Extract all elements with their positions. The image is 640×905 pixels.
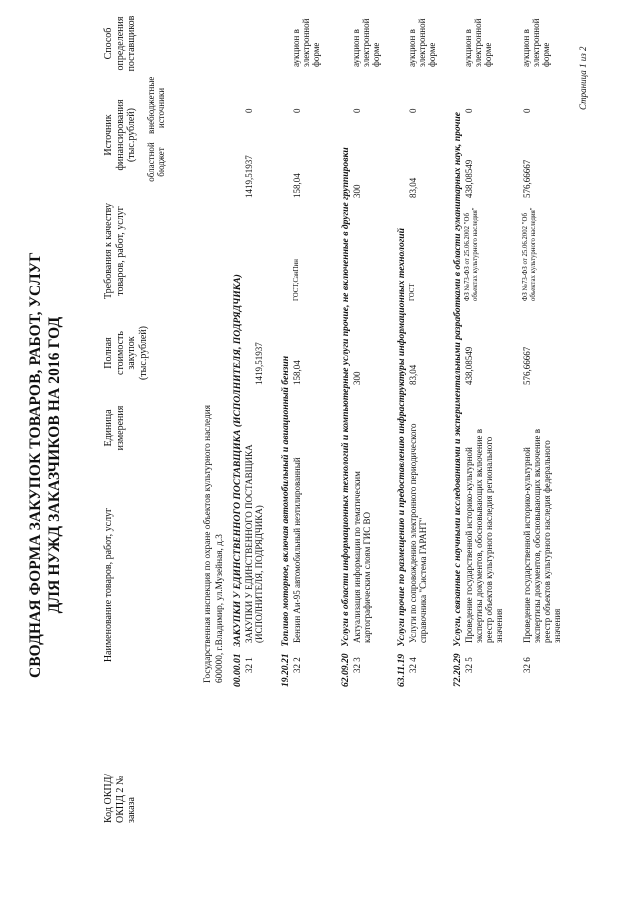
section-title: ЗАКУПКИ У ЕДИНСТВЕННОГО ПОСТАВЩИКА (ИСПОЛНИТЕЛЯ, ПОДРЯДЧИКА)	[232, 274, 243, 647]
header-code: Код ОКПД/ ОКПД 2 № заказа	[103, 773, 137, 823]
section-header	[396, 228, 407, 687]
row-requirements: ГОСТ,СанПин	[293, 259, 300, 301]
section-code: 72.20.29	[452, 653, 463, 687]
row-cost: 576,66667	[522, 346, 532, 385]
document-title-line-1: СВОДНАЯ ФОРМА ЗАКУПОК ТОВАРОВ, РАБОТ, УСЛУГ	[27, 251, 44, 679]
header-unit: Единица измерения	[103, 405, 126, 451]
row-cost: 300	[352, 371, 362, 385]
section-header	[452, 112, 463, 687]
row-name: Проведение государственной историко-культурной экспертизы документов, обосновывающих включение в реестр объектов культурного наследия регионального значения	[464, 429, 505, 643]
row-regional-budget: 300	[352, 184, 362, 198]
row-external-sources: 0	[522, 108, 532, 113]
row-method: аукцион в электронной форме	[351, 18, 381, 67]
row-cost: 158,04	[292, 360, 302, 385]
row-number: 32 4	[408, 657, 418, 673]
row-cost: 83,04	[408, 364, 418, 385]
row-regional-budget: 83,04	[408, 177, 418, 198]
row-external-sources: 0	[352, 108, 362, 113]
row-regional-budget: 1419,51937	[244, 155, 254, 198]
section-title: Топливо моторное, включая автомобильный и авиационный бензин	[280, 355, 291, 647]
section-code: 00.00.01	[232, 653, 243, 687]
header-source-regional: областной бюджет	[146, 142, 167, 182]
section-header	[340, 147, 351, 687]
row-external-sources: 0	[408, 108, 418, 113]
section-header	[232, 274, 243, 687]
row-method: аукцион в электронной форме	[521, 18, 551, 67]
row-name: Проведение государственной историко-культурной экспертизы документов, обосновывающих включение в реестр объектов культурного наследия федерального значения	[522, 429, 563, 643]
row-requirements: ГОСТ	[409, 283, 416, 301]
row-regional-budget: 576,66667	[522, 159, 532, 198]
row-number: 32 5	[464, 657, 474, 673]
row-cost: 438,08549	[464, 346, 474, 385]
header-method: Способ определения поставщиков	[103, 15, 137, 72]
section-title: Услуги в области информационных технологий и компьютерные услуги прочие, не включенные в другие группировки	[340, 147, 351, 647]
row-name: Актуализация информации по тематическим картографическим слоям ГИС ВО	[352, 471, 373, 643]
organization-name: Государственная инспекция по охране объектов культурного наследия	[203, 405, 213, 683]
row-number: 32 2	[292, 657, 302, 673]
row-external-sources: 0	[292, 108, 302, 113]
row-name: ЗАКУПКИ У ЕДИНСТВЕННОГО ПОСТАВЩИКА (ИСПОЛНИТЕЛЯ, ПОДРЯДЧИКА)	[244, 444, 265, 643]
header-source: Источник финансирования (тыс.рублей)	[103, 99, 137, 171]
section-header	[280, 356, 291, 687]
section-title: Услуги, связанные с научными исследованиями и экспериментальными разработками в области гуманитарных наук, прочие	[452, 111, 463, 647]
organization-address: 600000, г.Владимир, ул.Музейная, д.3	[215, 534, 225, 683]
document-title-line-2: ДЛЯ НУЖД ЗАКАЗЧИКОВ НА 2016 ГОД	[46, 316, 63, 614]
row-regional-budget: 438,08549	[464, 159, 474, 198]
row-method: аукцион в электронной форме	[463, 18, 493, 67]
section-title: Услуги прочие по размещению и предоставлению инфраструктуры информационных технологий	[396, 228, 407, 647]
row-requirements: ФЗ №73-ФЗ от 25.06.2002 "Об объектах культурного наследия"	[522, 207, 537, 301]
row-number: 32 1	[244, 657, 254, 673]
section-code: 62.09.20	[340, 653, 351, 687]
header-cost: Полная стоимость закупок (тыс.рублей)	[103, 325, 149, 381]
section-code: 19.20.21	[280, 653, 291, 687]
header-name: Наименование товаров, работ, услуг	[103, 507, 114, 663]
page-footer: Страница 1 из 2	[578, 46, 588, 110]
row-number: 32 3	[352, 657, 362, 673]
header-requirements: Требования к качеству товаров, работ, услуг	[103, 202, 126, 300]
row-name: Услуги по сопровождению электронного периодического справочника "Система ГАРАНТ"	[408, 423, 429, 643]
row-external-sources: 0	[244, 108, 254, 113]
row-cost: 1419,51937	[254, 342, 264, 385]
header-source-external: внебюджетные источники	[146, 76, 167, 134]
section-code: 63.11.19	[396, 653, 407, 687]
header-source-subcolumns	[146, 76, 167, 188]
row-external-sources: 0	[464, 108, 474, 113]
row-regional-budget: 158,04	[292, 173, 302, 198]
row-name: Бензин Аи-95 автомобильный неэтилированный	[292, 457, 302, 643]
row-number: 32 6	[522, 657, 532, 673]
row-method: аукцион в электронной форме	[407, 18, 437, 67]
row-method: аукцион в электронной форме	[291, 18, 321, 67]
row-requirements: ФЗ №73-ФЗ от 25.06.2002 "Об объектах культурного наследия"	[464, 207, 479, 301]
